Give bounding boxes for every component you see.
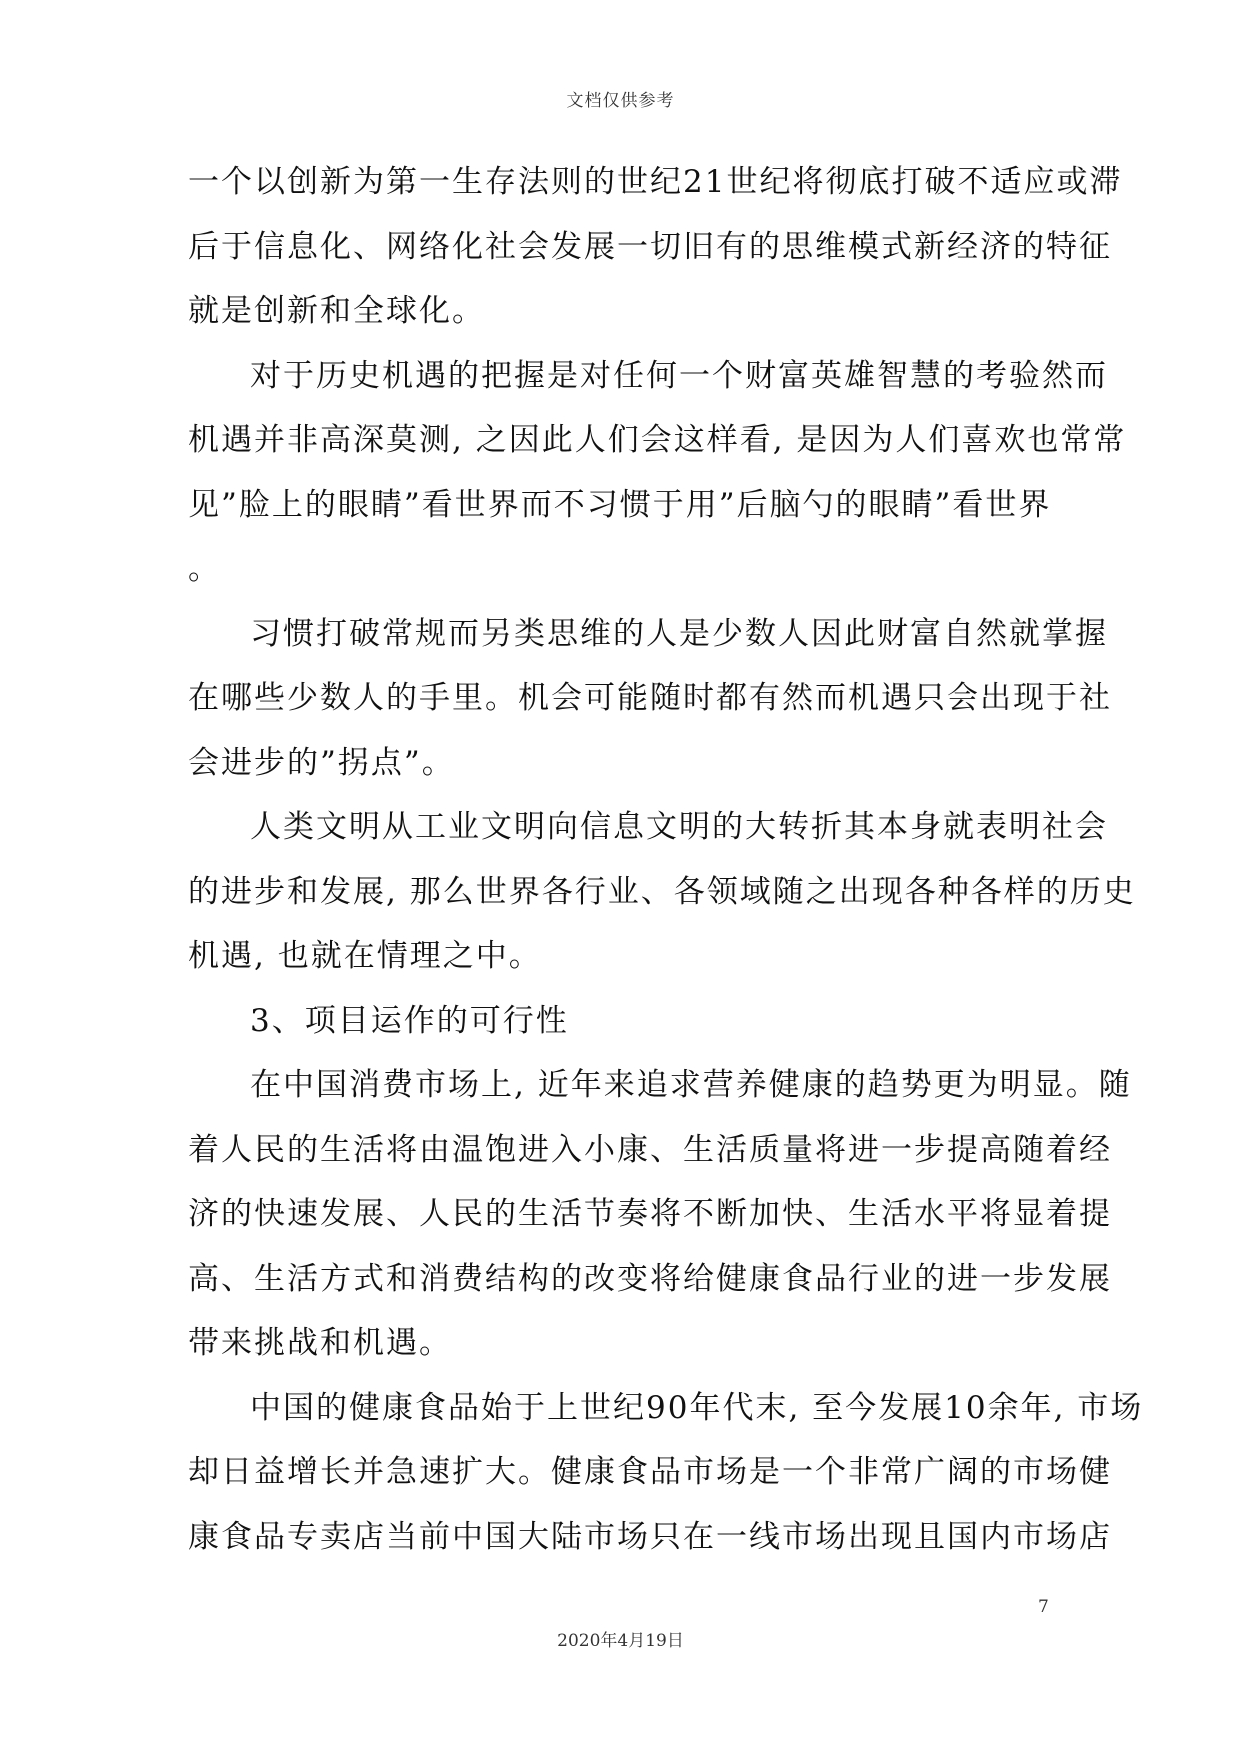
- text-line: 对于历史机遇的把握是对任何一个财富英雄智慧的考验然而: [250, 357, 1108, 394]
- paragraph: [188, 602, 1112, 796]
- paragraph: [188, 344, 1127, 602]
- text-line: 。: [188, 551, 221, 587]
- page-footer-date: 2020年4月19日: [557, 1631, 684, 1651]
- paragraph: [188, 795, 1136, 989]
- text-line: 机遇并非高深莫测, 之因此人们会这样看, 是因为人们喜欢也常常: [188, 422, 1127, 458]
- text-line: 济的快速发展、人民的生活节奏将不断加快、生活水平将显着提: [188, 1196, 1112, 1232]
- text-line: 3、项目运作的可行性: [250, 1002, 569, 1039]
- paragraph: [188, 1053, 1132, 1376]
- text-line: 就是创新和全球化。: [188, 293, 485, 329]
- text-line: 康食品专卖店当前中国大陆市场只在一线市场出现且国内市场店: [188, 1518, 1112, 1555]
- text-line: 的进步和发展, 那么世界各行业、各领域随之出现各种各样的历史: [188, 873, 1136, 910]
- text-line: 却日益增长并急速扩大。健康食品市场是一个非常广阔的市场健: [188, 1454, 1112, 1490]
- text-line: 后于信息化、网络化社会发展一切旧有的思维模式新经济的特征: [188, 228, 1112, 265]
- page-number: 7: [1038, 1597, 1049, 1617]
- text-line: 机遇, 也就在情理之中。: [188, 938, 542, 974]
- document-body: [188, 150, 1144, 1569]
- text-line: 会进步的”拐点”。: [188, 744, 455, 781]
- text-line: 高、生活方式和消费结构的改变将给健康食品行业的进一步发展: [188, 1260, 1112, 1297]
- text-line: 一个以创新为第一生存法则的世纪21世纪将彻底打破不适应或滞: [188, 164, 1123, 200]
- text-line: 人类文明从工业文明向信息文明的大转折其本身就表明社会: [250, 809, 1108, 845]
- text-line: 习惯打破常规而另类思维的人是少数人因此财富自然就掌握: [250, 615, 1108, 652]
- text-line: 见”脸上的眼睛”看世界而不习惯于用”后脑勺的眼睛”看世界: [188, 486, 1052, 523]
- text-line: 在中国消费市场上, 近年来追求营养健康的趋势更为明显。随: [250, 1067, 1132, 1103]
- paragraph: [188, 150, 1123, 344]
- text-line: 在哪些少数人的手里。机会可能随时都有然而机遇只会出现于社: [188, 680, 1112, 716]
- text-line: 中国的健康食品始于上世纪90年代末, 至今发展10余年, 市场: [250, 1389, 1144, 1426]
- section-heading: [188, 989, 1068, 1054]
- page-header: 文档仅供参考: [566, 91, 675, 111]
- paragraph: [188, 1376, 1144, 1570]
- text-line: 带来挑战和机遇。: [188, 1325, 452, 1361]
- text-line: 着人民的生活将由温饱进入小康、生活质量将进一步提高随着经: [188, 1131, 1112, 1168]
